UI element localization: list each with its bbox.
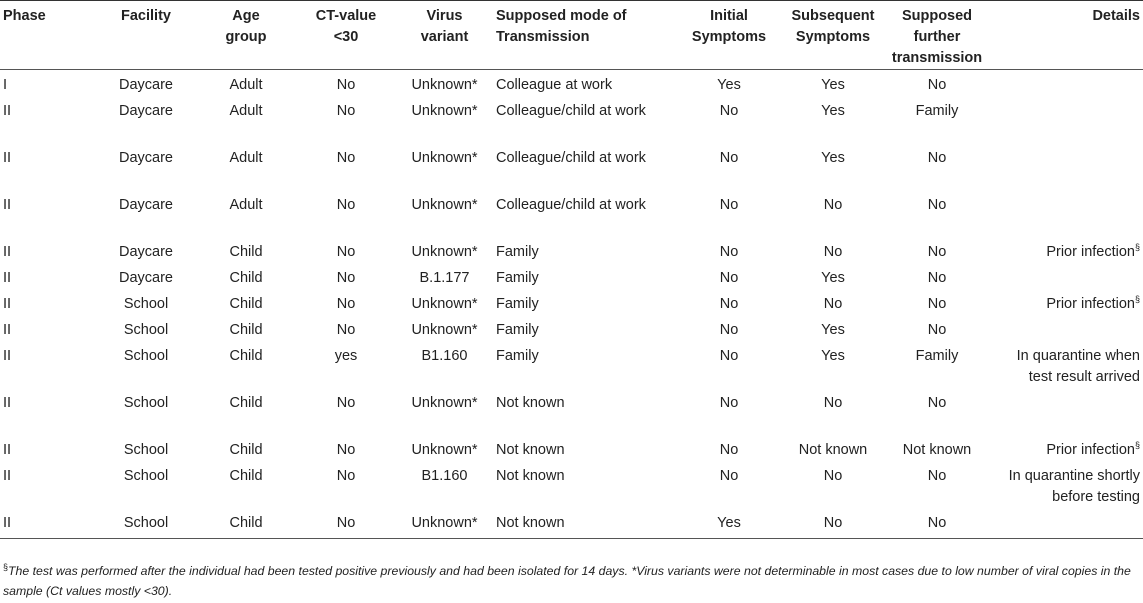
- cell-subsequent-symptoms: No: [823, 197, 843, 213]
- cell-details: [991, 388, 1143, 435]
- cell-details: [991, 96, 1143, 143]
- cell-details: In quarantine when test result arrived: [1016, 348, 1140, 385]
- cell-facility: School: [123, 442, 169, 458]
- cell-facility: School: [123, 468, 169, 484]
- column-header-transmission-mode: Supposed mode of Transmission: [496, 8, 627, 45]
- cell-initial-symptoms: Yes: [717, 77, 741, 93]
- cell-ct-value: No: [336, 395, 356, 411]
- cell-subsequent-symptoms: No: [823, 468, 843, 484]
- cell-initial-symptoms: No: [719, 103, 739, 119]
- cell-facility: Daycare: [119, 150, 173, 166]
- cell-age-group: Child: [229, 515, 263, 531]
- cell-further-transmission: Family: [915, 103, 959, 119]
- column-header-ct-value: CT-value <30: [315, 8, 377, 45]
- cell-subsequent-symptoms: Yes: [821, 348, 845, 364]
- cell-age-group: Adult: [229, 197, 263, 213]
- cell-virus-variant: Unknown*: [411, 77, 478, 93]
- cell-transmission-mode: Colleague/child at work: [496, 103, 646, 119]
- cell-details: [991, 143, 1143, 190]
- cell-phase: II: [3, 244, 12, 260]
- cell-transmission-mode: Family: [496, 296, 539, 312]
- cell-initial-symptoms: No: [719, 296, 739, 312]
- cell-ct-value: yes: [334, 348, 358, 364]
- cell-details: [991, 263, 1143, 289]
- cell-subsequent-symptoms: Yes: [821, 322, 845, 338]
- column-header-initial-symptoms: Initial Symptoms: [691, 8, 767, 45]
- cell-facility: School: [123, 296, 169, 312]
- cell-virus-variant: Unknown*: [411, 150, 478, 166]
- cell-further-transmission: No: [927, 244, 947, 260]
- cell-initial-symptoms: No: [719, 270, 739, 286]
- table-row: [0, 237, 1143, 263]
- cell-age-group: Child: [229, 468, 263, 484]
- cell-transmission-mode: Not known: [496, 468, 565, 484]
- cell-subsequent-symptoms: No: [823, 395, 843, 411]
- cell-details: [991, 70, 1143, 97]
- cell-details: [991, 315, 1143, 341]
- cell-virus-variant: B.1.177: [419, 270, 470, 286]
- cell-age-group: Child: [229, 244, 263, 260]
- cell-virus-variant: Unknown*: [411, 244, 478, 260]
- cell-virus-variant: Unknown*: [411, 296, 478, 312]
- cell-transmission-mode: Colleague/child at work: [496, 150, 646, 166]
- cell-transmission-mode: Family: [496, 270, 539, 286]
- cell-further-transmission: No: [927, 468, 947, 484]
- cell-virus-variant: Unknown*: [411, 442, 478, 458]
- cell-details: [991, 190, 1143, 237]
- cell-initial-symptoms: No: [719, 348, 739, 364]
- cell-ct-value: No: [336, 270, 356, 286]
- cell-facility: Daycare: [119, 77, 173, 93]
- cell-age-group: Adult: [229, 77, 263, 93]
- cell-subsequent-symptoms: No: [823, 244, 843, 260]
- cell-age-group: Child: [229, 270, 263, 286]
- cell-subsequent-symptoms: No: [823, 296, 843, 312]
- table-row: [0, 190, 1143, 237]
- cell-subsequent-symptoms: Yes: [821, 270, 845, 286]
- cell-phase: II: [3, 322, 12, 338]
- cell-virus-variant: Unknown*: [411, 322, 478, 338]
- cell-ct-value: No: [336, 515, 356, 531]
- cell-details: Prior infection§: [1046, 440, 1140, 458]
- cell-transmission-mode: Not known: [496, 515, 565, 531]
- cell-facility: Daycare: [119, 197, 173, 213]
- cell-phase: I: [3, 77, 8, 93]
- cell-further-transmission: No: [927, 77, 947, 93]
- cell-ct-value: No: [336, 244, 356, 260]
- cell-further-transmission: No: [927, 515, 947, 531]
- cell-phase: II: [3, 468, 12, 484]
- cell-initial-symptoms: Yes: [717, 515, 741, 531]
- column-header-details: Details: [1092, 8, 1140, 24]
- cell-virus-variant: B1.160: [421, 348, 468, 364]
- cell-subsequent-symptoms: Not known: [798, 442, 868, 458]
- cell-initial-symptoms: No: [719, 197, 739, 213]
- cell-further-transmission: No: [927, 197, 947, 213]
- cell-facility: School: [123, 348, 169, 364]
- cell-age-group: Adult: [229, 150, 263, 166]
- cell-transmission-mode: Family: [496, 244, 539, 260]
- cell-phase: II: [3, 296, 12, 312]
- cell-facility: Daycare: [119, 103, 173, 119]
- column-header-subsequent-symptoms: Subsequent Symptoms: [791, 8, 875, 45]
- table-row: [0, 96, 1143, 143]
- column-header-phase: Phase: [3, 8, 46, 24]
- header-row: [0, 1, 1143, 70]
- cell-further-transmission: No: [927, 296, 947, 312]
- cell-further-transmission: Not known: [902, 442, 972, 458]
- cell-initial-symptoms: No: [719, 468, 739, 484]
- cell-initial-symptoms: No: [719, 244, 739, 260]
- cell-phase: II: [3, 348, 12, 364]
- cell-initial-symptoms: No: [719, 442, 739, 458]
- cell-facility: School: [123, 322, 169, 338]
- cell-subsequent-symptoms: No: [823, 515, 843, 531]
- cell-further-transmission: No: [927, 322, 947, 338]
- cell-phase: II: [3, 197, 12, 213]
- cell-details: In quarantine shortly before testing: [1008, 468, 1140, 505]
- cell-phase: II: [3, 515, 12, 531]
- cell-ct-value: No: [336, 77, 356, 93]
- column-header-age-group: Age group: [225, 8, 267, 45]
- cell-transmission-mode: Family: [496, 322, 539, 338]
- cell-transmission-mode: Colleague/child at work: [496, 197, 646, 213]
- cell-subsequent-symptoms: Yes: [821, 103, 845, 119]
- table-row: [0, 461, 1143, 508]
- cell-age-group: Child: [229, 348, 263, 364]
- cell-facility: Daycare: [119, 270, 173, 286]
- cell-further-transmission: No: [927, 395, 947, 411]
- cell-ct-value: No: [336, 150, 356, 166]
- table-row: [0, 435, 1143, 461]
- table-row: [0, 70, 1143, 97]
- table-row: [0, 341, 1143, 388]
- cell-phase: II: [3, 150, 12, 166]
- cell-details: Prior infection§: [1046, 294, 1140, 312]
- cell-age-group: Adult: [229, 103, 263, 119]
- cell-transmission-mode: Not known: [496, 442, 565, 458]
- cell-ct-value: No: [336, 197, 356, 213]
- cell-further-transmission: Family: [915, 348, 959, 364]
- cell-ct-value: No: [336, 322, 356, 338]
- cell-subsequent-symptoms: Yes: [821, 150, 845, 166]
- cell-initial-symptoms: No: [719, 395, 739, 411]
- table-row: [0, 289, 1143, 315]
- column-header-further-transmission: Supposed further transmission: [891, 8, 983, 66]
- cell-ct-value: No: [336, 442, 356, 458]
- cell-facility: School: [123, 395, 169, 411]
- column-header-facility: Facility: [121, 8, 171, 24]
- cell-ct-value: No: [336, 103, 356, 119]
- cell-age-group: Child: [229, 322, 263, 338]
- cell-subsequent-symptoms: Yes: [821, 77, 845, 93]
- cell-phase: II: [3, 442, 12, 458]
- cell-initial-symptoms: No: [719, 322, 739, 338]
- cell-details: [991, 508, 1143, 538]
- cell-age-group: Child: [229, 395, 263, 411]
- table-row: [0, 315, 1143, 341]
- cell-virus-variant: Unknown*: [411, 395, 478, 411]
- table-row: [0, 388, 1143, 435]
- table-row: [0, 143, 1143, 190]
- cell-virus-variant: Unknown*: [411, 103, 478, 119]
- cell-age-group: Child: [229, 296, 263, 312]
- table-footnote: §The test was performed after the individual had been tested positive previously and had been isolated for 14 days. *Virus variants were not determinable in most cases due to low number of viral copies in the sample (Ct values mostly <30).: [3, 561, 1131, 598]
- column-header-virus-variant: Virus variant: [420, 8, 469, 45]
- cell-facility: Daycare: [119, 244, 173, 260]
- cell-transmission-mode: Not known: [496, 395, 565, 411]
- cell-age-group: Child: [229, 442, 263, 458]
- cell-phase: II: [3, 395, 12, 411]
- cell-virus-variant: Unknown*: [411, 515, 478, 531]
- cell-virus-variant: Unknown*: [411, 197, 478, 213]
- cell-virus-variant: B1.160: [421, 468, 468, 484]
- cell-initial-symptoms: No: [719, 150, 739, 166]
- table-row: [0, 508, 1143, 538]
- cell-phase: II: [3, 103, 12, 119]
- cell-phase: II: [3, 270, 12, 286]
- cell-transmission-mode: Family: [496, 348, 539, 364]
- table-row: [0, 263, 1143, 289]
- cell-ct-value: No: [336, 468, 356, 484]
- cell-further-transmission: No: [927, 150, 947, 166]
- cell-further-transmission: No: [927, 270, 947, 286]
- cell-details: Prior infection§: [1046, 242, 1140, 260]
- cell-facility: School: [123, 515, 169, 531]
- cell-ct-value: No: [336, 296, 356, 312]
- cell-transmission-mode: Colleague at work: [496, 77, 613, 93]
